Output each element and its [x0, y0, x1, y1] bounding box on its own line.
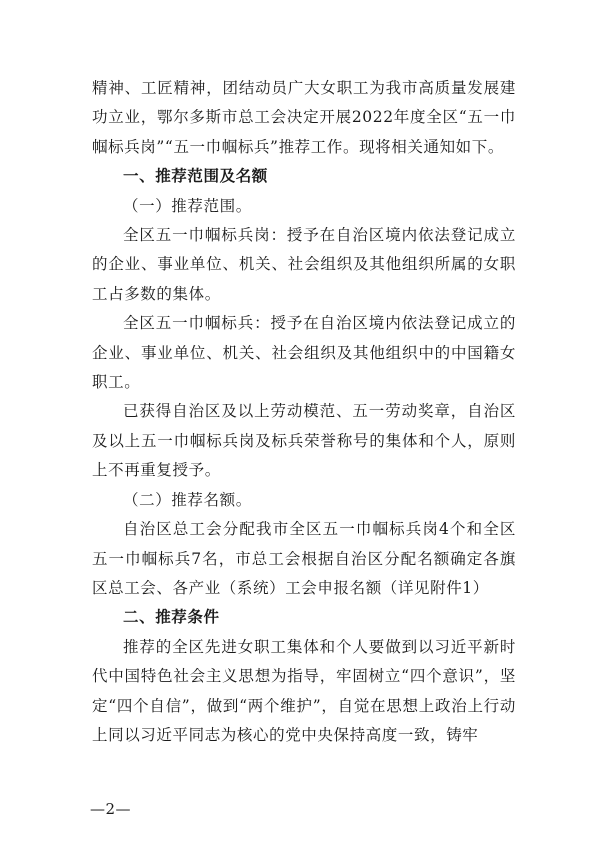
subsection-heading: （一）推荐范围。 [123, 196, 252, 215]
body-paragraph: 精神、工匠精神，团结动员广大女职工为我市高质量发展建功立业，鄂尔多斯市总工会决定开展2022年度全区“五一巾帼标兵岗”“五一巾帼标兵”推荐工作。现将相关通知如下。 [92, 79, 516, 156]
body-paragraph: 自治区总工会分配我市全区五一巾帼标兵岗4个和全区五一巾帼标兵7名，市总工会根据自治区分配名额确定各旗区总工会、各产业（系统）工会申报名额（详见附件1） [92, 520, 516, 597]
subsection-heading: （二）推荐名额。 [123, 490, 252, 509]
section-heading: 二、推荐条件 [123, 608, 220, 627]
document-body [92, 74, 516, 750]
page-number: —2— [90, 800, 132, 818]
section-heading: 一、推荐范围及名额 [123, 167, 268, 186]
body-paragraph: 已获得自治区及以上劳动模范、五一劳动奖章，自治区及以上五一巾帼标兵岗及标兵荣誉称号的集体和个人，原则上不再重复授予。 [92, 402, 516, 480]
body-paragraph: 全区五一巾帼标兵岗：授予在自治区境内依法登记成立的企业、事业单位、机关、社会组织及其他组织所属的女职工占多数的集体。 [92, 226, 516, 303]
body-paragraph: 推荐的全区先进女职工集体和个人要做到以习近平新时代中国特色社会主义思想为指导，牢固树立“四个意识”，坚定“四个自信”，做到“两个维护”，自觉在思想上政治上行动上同以习近平同志为核心的党中央保持高度一致，铸牢 [92, 637, 516, 744]
body-paragraph: 全区五一巾帼标兵：授予在自治区境内依法登记成立的企业、事业单位、机关、社会组织及其他组织中的中国籍女职工。 [92, 314, 516, 392]
